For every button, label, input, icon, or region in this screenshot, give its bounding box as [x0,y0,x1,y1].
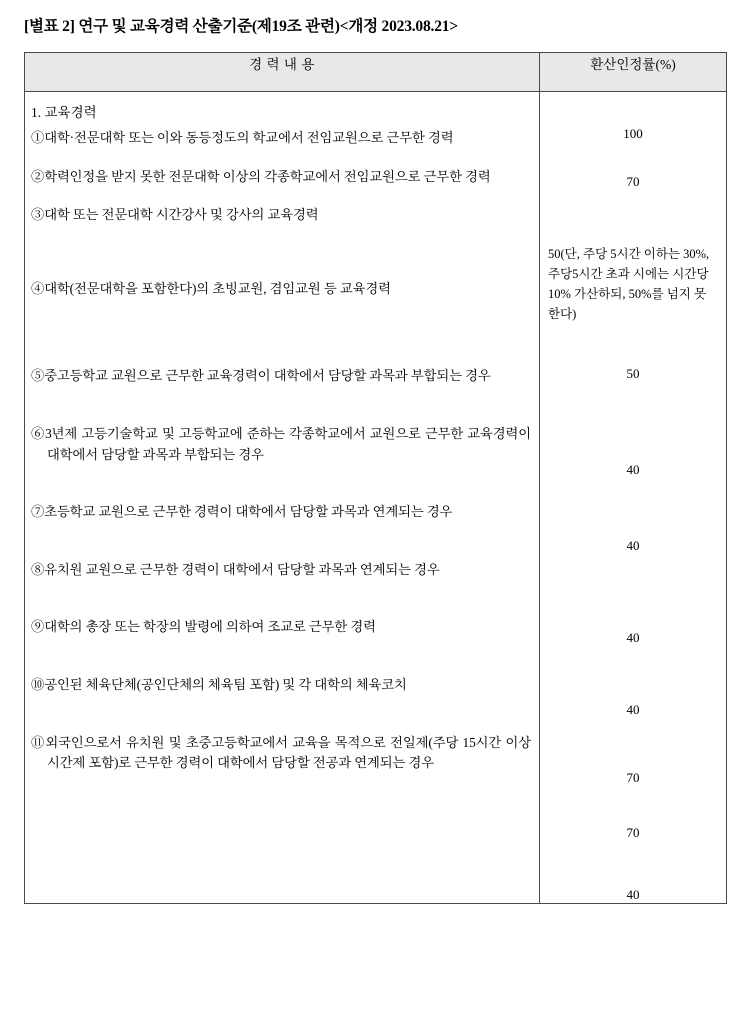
table-row [25,92,727,904]
rate-value: 50 [626,366,640,381]
criteria-item: ⑧유치원 교원으로 근무한 경력이 대학에서 담당할 과목과 연계되는 경우 [31,561,440,577]
column-header-rate: 환산인정률(%) [540,53,727,92]
rate-value: 70 [626,825,640,840]
page-title: [별표 2] 연구 및 교육경력 산출기준(제19조 관련)<개정 2023.08.21> [24,18,458,35]
rate-value: 40 [626,462,640,477]
table-body [25,92,727,904]
table-header [25,53,727,92]
criteria-item: ②학력인정을 받지 못한 전문대학 이상의 각종학교에서 전임교원으로 근무한 경력 [31,168,491,184]
rate-value: 40 [626,538,640,553]
criteria-item: ③대학 또는 전문대학 시간강사 및 강사의 교육경력 [31,207,319,223]
rate-value: 40 [626,887,640,902]
criteria-item: ④대학(전문대학을 포함한다)의 초빙교원, 겸임교원 등 교육경력 [31,280,391,296]
criteria-item: ①대학·전문대학 또는 이와 동등정도의 학교에서 전임교원으로 근무한 경력 [31,130,454,145]
criteria-item: ⑦초등학교 교원으로 근무한 경력이 대학에서 담당할 과목과 연계되는 경우 [31,504,453,520]
rate-value: 70 [626,174,640,189]
column-header-content: 경 력 내 용 [25,53,540,92]
rate-value-note: 50(단, 주당 5시간 이하는 30%, 주당5시간 초과 시에는 시간당 10% 가산하되, 50%를 넘지 못한다) [548,247,710,321]
rate-cell [540,92,727,904]
criteria-item: ⑥3년제 고등기술학교 및 고등학교에 준하는 각종학교에서 교원으로 근무한 교육경력이 대학에서 담당할 과목과 부합되는 경우 [31,426,531,462]
criteria-item: ⑨대학의 총장 또는 학장의 발령에 의하여 조교로 근무한 경력 [31,619,376,635]
rate-value: 100 [623,126,643,141]
rate-value: 70 [626,770,640,785]
criteria-item: ⑩공인된 체육단체(공인단체의 체육팀 포함) 및 각 대학의 체육코치 [31,677,407,693]
section-label: 1. 교육경력 [31,105,97,120]
table-header-row [25,53,727,92]
criteria-table [24,52,727,904]
rate-value: 40 [626,630,640,645]
criteria-item: ⑤중고등학교 교원으로 근무한 교육경력이 대학에서 담당할 과목과 부합되는 경우 [31,368,491,384]
content-cell [25,92,540,904]
rate-value: 40 [626,702,640,717]
criteria-item: ⑪외국인으로서 유치원 및 초중고등학교에서 교육을 목적으로 전일제(주당 15시간 이상 시간제 포함)로 근무한 경력이 대학에서 담당할 전공과 연계되는 경우 [31,734,531,771]
